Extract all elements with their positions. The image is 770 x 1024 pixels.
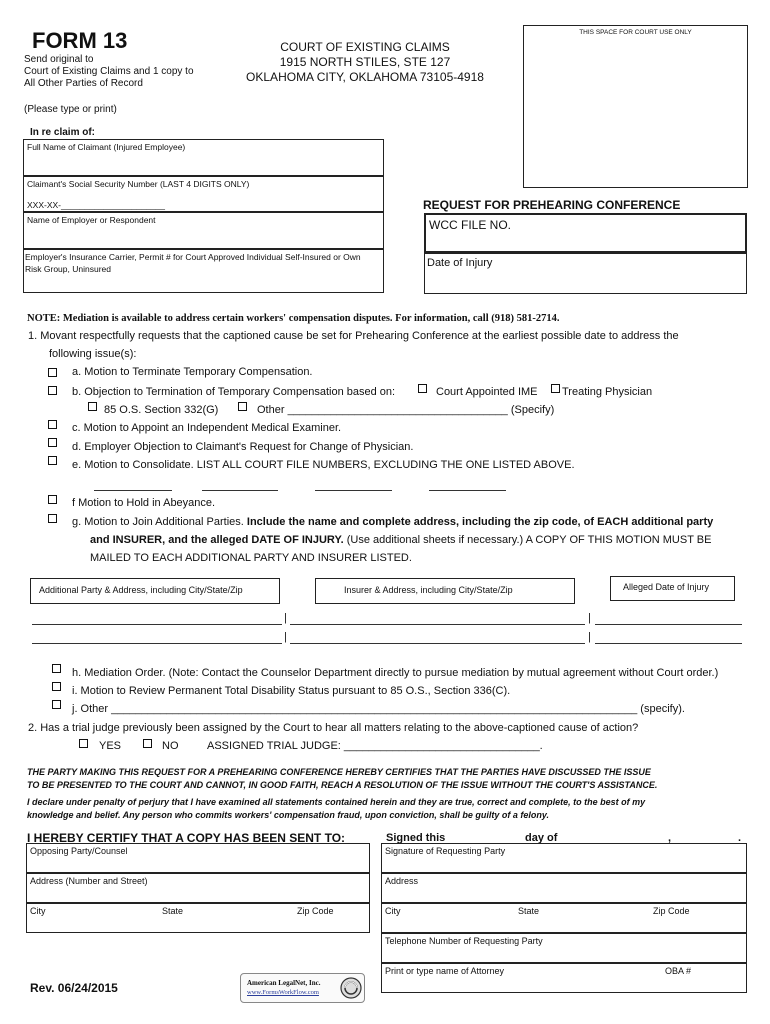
option-c: c. Motion to Appoint an Independent Medical Examiner. bbox=[72, 422, 342, 434]
in-reclaim-label: In re claim of: bbox=[30, 127, 96, 138]
item1-line1: 1. Movant respectfully requests that the captioned cause be set for Prehearing Conference at the earliest possible date to address the bbox=[28, 330, 679, 342]
option-g-bold: Include the name and complete address, including the zip code, of EACH additional party bbox=[246, 516, 714, 528]
telephone-label: Telephone Number of Requesting Party bbox=[385, 936, 543, 946]
signature-label: Signature of Requesting Party bbox=[385, 846, 506, 856]
city-field[interactable] bbox=[381, 903, 747, 933]
checkbox-yes[interactable] bbox=[79, 739, 88, 748]
employer-field[interactable] bbox=[23, 212, 384, 249]
wcc-file-label: WCC FILE NO. bbox=[429, 218, 512, 232]
file-number-line-3[interactable] bbox=[315, 490, 392, 491]
employer-label: Name of Employer or Respondent bbox=[27, 215, 156, 225]
no-label: NO bbox=[162, 740, 179, 752]
insurer-field[interactable] bbox=[23, 249, 384, 293]
send-line-1: Send original to bbox=[24, 54, 94, 65]
certify-line-1: THE PARTY MAKING THIS REQUEST FOR A PREHEARING CONFERENCE HEREBY CERTIFIES THAT THE PARTIES HAVE DISCUSSED THE ISSUE bbox=[27, 767, 651, 777]
option-g-line3: MAILED TO EACH ADDITIONAL PARTY AND INSURER LISTED. bbox=[90, 552, 412, 564]
revision-date: Rev. 06/24/2015 bbox=[30, 981, 118, 995]
checkbox-j[interactable] bbox=[52, 700, 61, 709]
attorney-name-field[interactable] bbox=[381, 963, 747, 993]
option-b-other: Other ____________________________________ (Specify) bbox=[257, 404, 555, 416]
opposing-address-label: Address (Number and Street) bbox=[30, 876, 148, 886]
insurer-label-2: Risk Group, Uninsured bbox=[25, 264, 111, 274]
yes-label: YES bbox=[99, 740, 122, 752]
oba-label: OBA # bbox=[665, 966, 692, 976]
col-date-header bbox=[610, 576, 735, 601]
option-g-line2-bold: and INSURER, and the alleged DATE OF INJURY. bbox=[90, 534, 344, 546]
court-name: COURT OF EXISTING CLAIMS bbox=[280, 40, 450, 54]
logo-line-1: American LegalNet, Inc. bbox=[247, 979, 321, 987]
col-insurer-label: Insurer & Address, including City/State/Zip bbox=[344, 585, 513, 595]
court-use-box bbox=[523, 25, 748, 188]
mediation-note: NOTE: Mediation is available to address certain workers' compensation disputes. For information, call (918) 581-2714. bbox=[27, 313, 560, 324]
file-number-line-4[interactable] bbox=[429, 490, 506, 491]
checkbox-g[interactable] bbox=[48, 514, 57, 523]
wcc-file-field[interactable] bbox=[424, 213, 747, 253]
option-j: j. Other ______________________________________________________________________________________ (specify). bbox=[72, 703, 685, 715]
attorney-name-label: Print or type name of Attorney bbox=[385, 966, 505, 976]
globe-icon bbox=[340, 977, 362, 999]
form-title: FORM 13 bbox=[32, 28, 128, 53]
party-line-1[interactable] bbox=[32, 624, 282, 625]
opposing-address-field[interactable] bbox=[26, 873, 370, 903]
checkbox-d[interactable] bbox=[48, 438, 57, 447]
item1-line2: following issue(s): bbox=[49, 348, 137, 360]
certify-line-2: TO BE PRESENTED TO THE COURT AND CANNOT, IN GOOD FAITH, REACH A RESOLUTION OF THE ISSUE WITHOUT THE COURT'S ASSISTANCE. bbox=[27, 780, 658, 790]
signature-field[interactable] bbox=[381, 843, 747, 873]
insurer-line-2[interactable] bbox=[290, 643, 585, 644]
court-street: 1915 NORTH STILES, STE 127 bbox=[279, 55, 451, 69]
claimant-name-field[interactable] bbox=[23, 139, 384, 176]
separator: | bbox=[284, 612, 287, 624]
opposing-city-label: City bbox=[30, 906, 46, 916]
telephone-field[interactable] bbox=[381, 933, 747, 963]
city-label: City bbox=[385, 906, 401, 916]
period: . bbox=[738, 832, 742, 844]
option-g-line2-plain: (Use additional sheets if necessary.) A COPY OF THIS MOTION MUST BE bbox=[343, 534, 712, 546]
checkbox-section-332g[interactable] bbox=[88, 402, 97, 411]
perjury-line-1: I declare under penalty of perjury that I have examined all statements contained herein and they are true, correct and complete, to the best of my bbox=[27, 797, 646, 807]
checkbox-b[interactable] bbox=[48, 386, 57, 395]
separator: | bbox=[588, 612, 591, 624]
checkbox-i[interactable] bbox=[52, 682, 61, 691]
checkbox-treating-physician[interactable] bbox=[551, 384, 560, 393]
checkbox-court-ime[interactable] bbox=[418, 384, 427, 393]
option-g-plain: g. Motion to Join Additional Parties. bbox=[72, 516, 247, 528]
col-party-header bbox=[30, 578, 280, 604]
zip-label: Zip Code bbox=[653, 906, 690, 916]
court-use-label: THIS SPACE FOR COURT USE ONLY bbox=[579, 29, 692, 36]
col-insurer-header bbox=[315, 578, 575, 604]
item2-question: 2. Has a trial judge previously been assigned by the Court to hear all matters relating to the above-captioned cause of action? bbox=[28, 722, 639, 734]
address-field[interactable] bbox=[381, 873, 747, 903]
comma: , bbox=[668, 832, 672, 844]
col-date-label: Alleged Date of Injury bbox=[623, 582, 710, 592]
checkbox-b-other[interactable] bbox=[238, 402, 247, 411]
separator: | bbox=[588, 631, 591, 643]
opposing-party-field[interactable] bbox=[26, 843, 370, 873]
opposing-state-label: State bbox=[162, 906, 184, 916]
state-label: State bbox=[518, 906, 540, 916]
separator: | bbox=[284, 631, 287, 643]
insurer-line-1[interactable] bbox=[290, 624, 585, 625]
option-g-line1 bbox=[72, 516, 713, 528]
file-number-line-1[interactable] bbox=[94, 490, 172, 491]
option-b-treating: Treating Physician bbox=[562, 386, 653, 398]
checkbox-f[interactable] bbox=[48, 495, 57, 504]
logo-line-2[interactable]: www.FormsWorkFlow.com bbox=[247, 989, 319, 996]
address-label: Address bbox=[385, 876, 419, 886]
certify-copy-heading: I HEREBY CERTIFY THAT A COPY HAS BEEN SENT TO: bbox=[27, 831, 346, 845]
col-party-label: Additional Party & Address, including City/State/Zip bbox=[39, 585, 243, 595]
opposing-zip-label: Zip Code bbox=[297, 906, 334, 916]
request-title: REQUEST FOR PREHEARING CONFERENCE bbox=[423, 198, 681, 212]
option-b-ime: Court Appointed IME bbox=[436, 386, 538, 398]
court-city: OKLAHOMA CITY, OKLAHOMA 73105-4918 bbox=[246, 70, 484, 84]
perjury-line-2: knowledge and belief. Any person who commits workers' compensation fraud, upon conviction, shall be guilty of a felony. bbox=[27, 810, 550, 820]
option-b-section: 85 O.S. Section 332(G) bbox=[104, 404, 219, 416]
option-i: i. Motion to Review Permanent Total Disability Status pursuant to 85 O.S., Section 336(C). bbox=[72, 685, 511, 697]
checkbox-c[interactable] bbox=[48, 420, 57, 429]
option-d: d. Employer Objection to Claimant's Request for Change of Physician. bbox=[72, 441, 414, 453]
send-line-3: All Other Parties of Record bbox=[24, 78, 143, 89]
insurer-label-1: Employer's Insurance Carrier, Permit # for Court Approved Individual Self-Insured or Own bbox=[25, 252, 361, 262]
american-legalnet-logo bbox=[240, 973, 365, 1003]
option-h: h. Mediation Order. (Note: Contact the Counselor Department directly to pursue mediation by mutual agreement without Court order.) bbox=[72, 667, 719, 679]
date-of-injury-label: Date of Injury bbox=[427, 257, 493, 269]
day-of: day of bbox=[525, 832, 558, 844]
party-line-2[interactable] bbox=[32, 643, 282, 644]
date-line-2[interactable] bbox=[595, 643, 742, 644]
checkbox-a[interactable] bbox=[48, 368, 57, 377]
checkbox-e[interactable] bbox=[48, 456, 57, 465]
ssn-value: XXX-XX-______________________ bbox=[27, 200, 166, 210]
checkbox-h[interactable] bbox=[52, 664, 61, 673]
assigned-judge: ASSIGNED TRIAL JUDGE: ________________________________. bbox=[207, 740, 543, 752]
option-b: b. Objection to Termination of Temporary Compensation based on: bbox=[72, 386, 396, 398]
file-number-line-2[interactable] bbox=[202, 490, 278, 491]
ssn-field[interactable] bbox=[23, 176, 384, 212]
signed-this: Signed this bbox=[386, 832, 446, 844]
option-a: a. Motion to Terminate Temporary Compensation. bbox=[72, 366, 313, 378]
claimant-name-label: Full Name of Claimant (Injured Employee) bbox=[27, 142, 186, 152]
opposing-city-field[interactable] bbox=[26, 903, 370, 933]
opposing-party-label: Opposing Party/Counsel bbox=[30, 846, 128, 856]
please-type-note: (Please type or print) bbox=[24, 104, 117, 115]
option-f: f Motion to Hold in Abeyance. bbox=[72, 497, 216, 509]
send-line-2: Court of Existing Claims and 1 copy to bbox=[24, 66, 194, 77]
option-g-line2 bbox=[90, 534, 711, 546]
date-of-injury-field[interactable] bbox=[424, 253, 747, 294]
ssn-label: Claimant's Social Security Number (LAST 4 DIGITS ONLY) bbox=[27, 179, 250, 189]
checkbox-no[interactable] bbox=[143, 739, 152, 748]
option-e: e. Motion to Consolidate. LIST ALL COURT FILE NUMBERS, EXCLUDING THE ONE LISTED ABOVE. bbox=[72, 459, 575, 471]
date-line-1[interactable] bbox=[595, 624, 742, 625]
